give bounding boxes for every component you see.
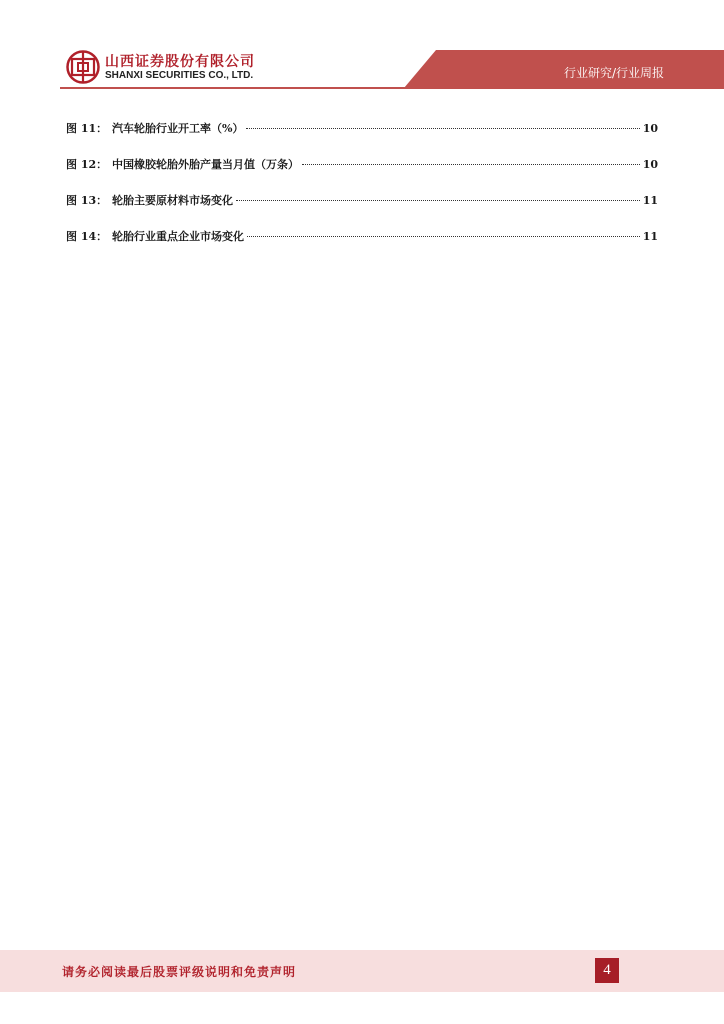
report-type-label: 行业研究/行业周报 [563,66,664,80]
disclaimer-notice: 请务必阅读最后股票评级说明和免责声明 [62,965,297,979]
toc-entry[interactable] [66,192,658,228]
toc-entry-title: 轮胎主要原材料市场变化 [112,194,233,207]
toc-leader-dots [246,128,639,129]
company-name-cn: 山西证券股份有限公司 [105,54,255,70]
toc-entry-page: 10 [642,122,658,135]
toc-entry[interactable] [66,228,658,264]
toc-entry-page: 10 [642,158,658,171]
toc-entry-page: 11 [642,194,658,207]
toc-leader-dots [247,236,640,237]
toc-entry[interactable] [66,156,658,192]
toc-entry-page: 11 [642,230,658,243]
toc-entry-label: 图 14： [66,230,108,243]
toc-entry[interactable] [66,120,658,156]
toc-entry-label: 图 13： [66,194,108,207]
toc-entry-title: 中国橡胶轮胎外胎产量当月值（万条） [112,158,299,171]
toc-leader-dots [302,164,640,165]
toc-entry-title: 轮胎行业重点企业市场变化 [112,230,244,243]
toc-entry-label: 图 11： [66,122,108,135]
page-number: 4 [595,958,619,983]
toc-entry-title: 汽车轮胎行业开工率（%） [112,122,244,135]
toc-leader-dots [236,200,640,201]
company-name-en: SHANXI SECURITIES CO., LTD. [105,70,254,81]
toc-entry-label: 图 12： [66,158,108,171]
figure-list [66,120,658,264]
company-logo-icon [66,50,100,84]
page-header [0,0,724,92]
